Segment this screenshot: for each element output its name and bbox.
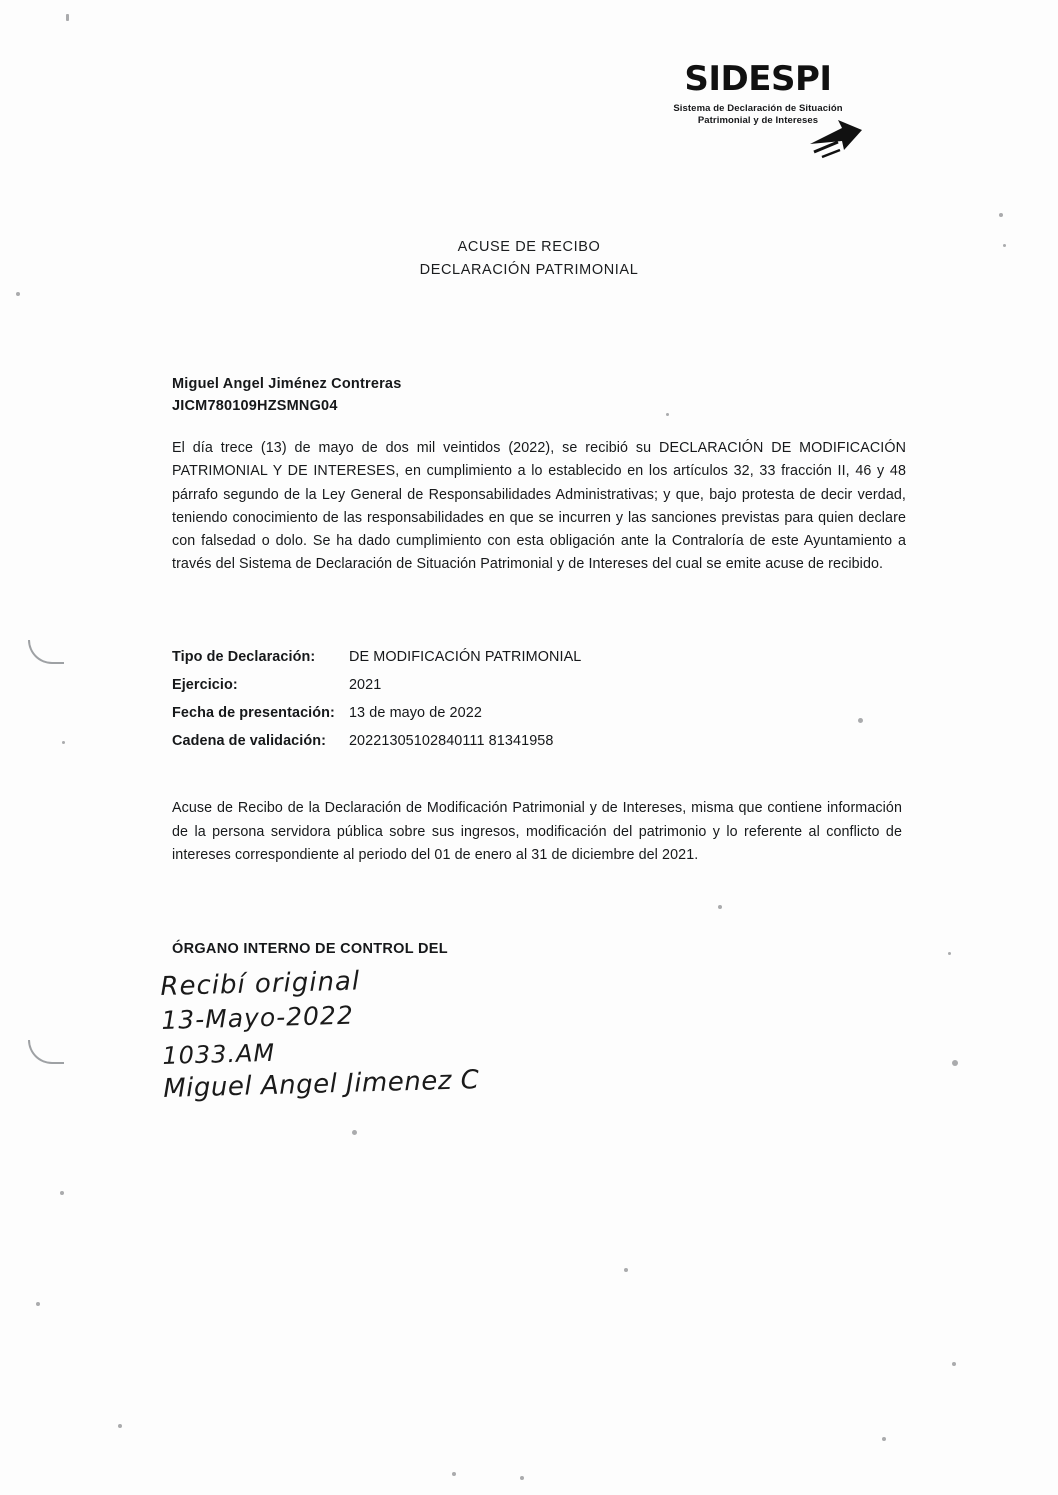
page-title-line1: ACUSE DE RECIBO: [457, 239, 601, 255]
internal-control-organ-label: ÓRGANO INTERNO DE CONTROL DEL: [172, 941, 448, 957]
scan-speck: [452, 1472, 456, 1476]
scan-speck: [624, 1268, 628, 1272]
arrow-right-icon: [808, 118, 864, 160]
field-value: 2021: [348, 677, 382, 694]
field-row: [172, 671, 581, 699]
recipient-block: [172, 374, 401, 418]
field-row: [172, 727, 581, 755]
scan-speck: [352, 1130, 357, 1135]
handwritten-signature: Miguel Angel Jimenez C: [162, 1065, 480, 1104]
recipient-name: Miguel Angel Jiménez Contreras: [172, 376, 402, 392]
handwritten-line-2: 13-Mayo-2022: [160, 1000, 355, 1035]
scan-speck: [62, 741, 65, 744]
declaration-fields: [172, 643, 581, 755]
logo-wordmark: SIDESPI: [684, 59, 832, 99]
closing-paragraph: Acuse de Recibo de la Declaración de Modificación Patrimonial y de Intereses, misma que contiene información de la persona servidora pública sobre sus ingresos, modificación del patrimonio y lo referente al conflicto de intereses correspondiente al periodo del 01 de enero al 31 de diciembre del 2021.: [172, 800, 902, 864]
scan-speck: [520, 1476, 524, 1480]
page-title: [0, 236, 1058, 282]
scan-speck: [952, 1060, 958, 1066]
handwritten-note: [160, 963, 480, 1104]
scan-speck: [16, 292, 20, 296]
field-label: Fecha de presentación:: [172, 705, 335, 722]
scan-speck: [948, 952, 951, 955]
scan-speck: [118, 1424, 122, 1428]
handwritten-line-3: 1033.AM: [161, 1038, 276, 1070]
field-value: 13 de mayo de 2022: [348, 705, 482, 722]
sidespi-logo: [648, 59, 868, 127]
recipient-curp: JICM780109HZSMNG04: [172, 397, 338, 414]
handwritten-line-1: Recibí original: [160, 966, 361, 1002]
logo-subtitle-line1: Sistema de Declaración de Situación: [673, 103, 843, 114]
field-value: DE MODIFICACIÓN PATRIMONIAL: [348, 649, 582, 665]
field-label: Tipo de Declaración:: [172, 649, 316, 665]
scan-speck: [882, 1437, 886, 1441]
scan-speck: [1003, 244, 1006, 247]
field-value: 20221305102840111 81341958: [348, 733, 554, 750]
scan-speck: [666, 413, 669, 416]
scan-speck: [718, 905, 722, 909]
scan-speck: [952, 1362, 956, 1366]
page-title-line2: DECLARACIÓN PATRIMONIAL: [419, 262, 639, 279]
binder-mark: [28, 640, 64, 664]
field-row: [172, 699, 581, 727]
logo-subtitle-line2: Patrimonial y de Intereses: [697, 114, 819, 126]
scan-speck: [999, 213, 1003, 217]
body-paragraph: El día trece (13) de mayo de dos mil veintidos (2022), se recibió su DECLARACIÓN DE MODIFICACIÓN PATRIMONIAL Y DE INTERESES, en cumplimiento a lo establecido en los artículos 32, 33 fracción II, 46 y 48 párrafo segundo de la Ley General de Responsabilidades Administrativas; y que, bajo protesta de decir verdad, teniendo conocimiento de las responsabilidades en que se incurren y las sanciones previstas para quien declare con falsedad o dolo. Se ha dado cumplimiento con esta obligación ante la Contraloría de este Ayuntamiento a través del Sistema de Declaración de Situación Patrimonial y de Intereses del cual se emite acuse de recibido.: [172, 440, 906, 573]
field-row: [172, 643, 581, 671]
scan-speck: [60, 1191, 64, 1195]
scan-speck: [858, 718, 863, 723]
scan-speck: [66, 14, 69, 21]
field-label: Ejercicio:: [172, 677, 238, 694]
field-label: Cadena de validación:: [172, 733, 327, 750]
binder-mark: [28, 1040, 64, 1064]
scan-speck: [36, 1302, 40, 1306]
